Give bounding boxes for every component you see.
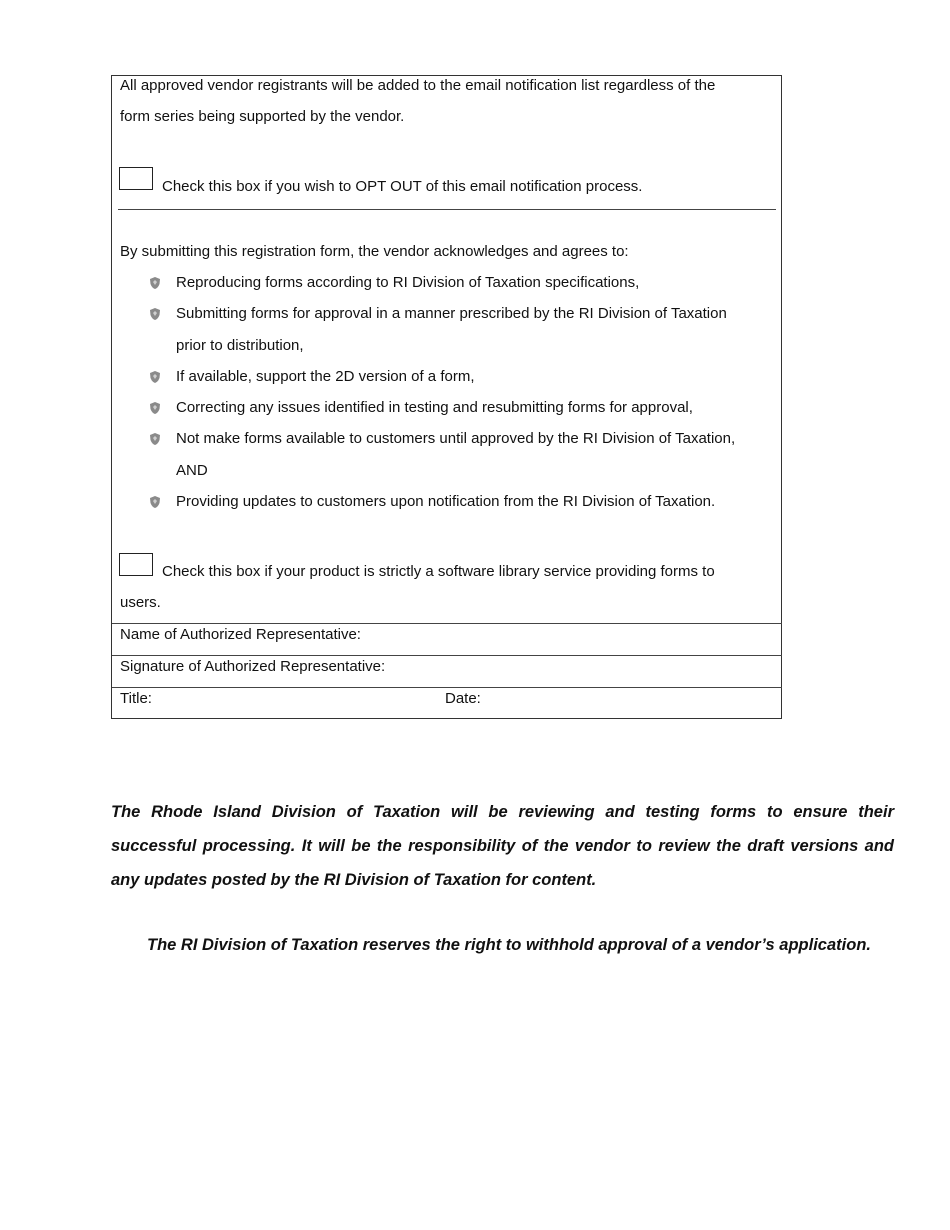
opt-out-label: Check this box if you wish to OPT OUT of this email notification process.: [162, 178, 643, 195]
authorized-rep-signature-label: Signature of Authorized Representative:: [120, 658, 386, 675]
acknowledgement-heading: By submitting this registration form, the vendor acknowledges and agrees to:: [120, 243, 629, 260]
list-item: Submitting forms for approval in a manner prescribed by the RI Division of Taxation: [176, 305, 727, 322]
intro-line-2: form series being supported by the vendor.: [120, 108, 405, 125]
shield-bullet-icon: [148, 495, 162, 509]
review-notice-paragraph: The Rhode Island Division of Taxation will be reviewing and testing forms to ensure their successful processing. It will be the responsibility of the vendor to review the draft versions and any updates posted by the RI Division of Taxation for content.: [111, 803, 894, 889]
shield-bullet-icon: [148, 276, 162, 290]
authorized-rep-name-label: Name of Authorized Representative:: [120, 626, 361, 643]
title-label: Title:: [120, 690, 152, 707]
row-divider: [112, 687, 782, 688]
section-divider: [118, 209, 776, 210]
opt-out-checkbox[interactable]: [119, 167, 153, 190]
list-item: Not make forms available to customers until approved by the RI Division of Taxation,: [176, 430, 736, 447]
list-item: Correcting any issues identified in testing and resubmitting forms for approval,: [176, 399, 693, 416]
list-item: Reproducing forms according to RI Division of Taxation specifications,: [176, 274, 640, 291]
list-item: If available, support the 2D version of a form,: [176, 368, 475, 385]
row-divider: [112, 655, 782, 656]
shield-bullet-icon: [148, 401, 162, 415]
list-item: Providing updates to customers upon notification from the RI Division of Taxation.: [176, 493, 716, 510]
row-divider: [112, 623, 782, 624]
software-library-checkbox[interactable]: [119, 553, 153, 576]
date-label: Date:: [445, 690, 481, 707]
list-item-continued: prior to distribution,: [176, 337, 304, 354]
software-library-label: Check this box if your product is strictly a software library service providing forms to: [162, 563, 715, 580]
shield-bullet-icon: [148, 370, 162, 384]
list-item-continued: AND: [176, 462, 208, 479]
shield-bullet-icon: [148, 432, 162, 446]
shield-bullet-icon: [148, 307, 162, 321]
intro-line-1: All approved vendor registrants will be added to the email notification list regardless of the: [120, 77, 716, 94]
software-library-label-continued: users.: [120, 594, 161, 611]
reserve-rights-notice: The RI Division of Taxation reserves the right to withhold approval of a vendor’s application.: [147, 936, 871, 954]
